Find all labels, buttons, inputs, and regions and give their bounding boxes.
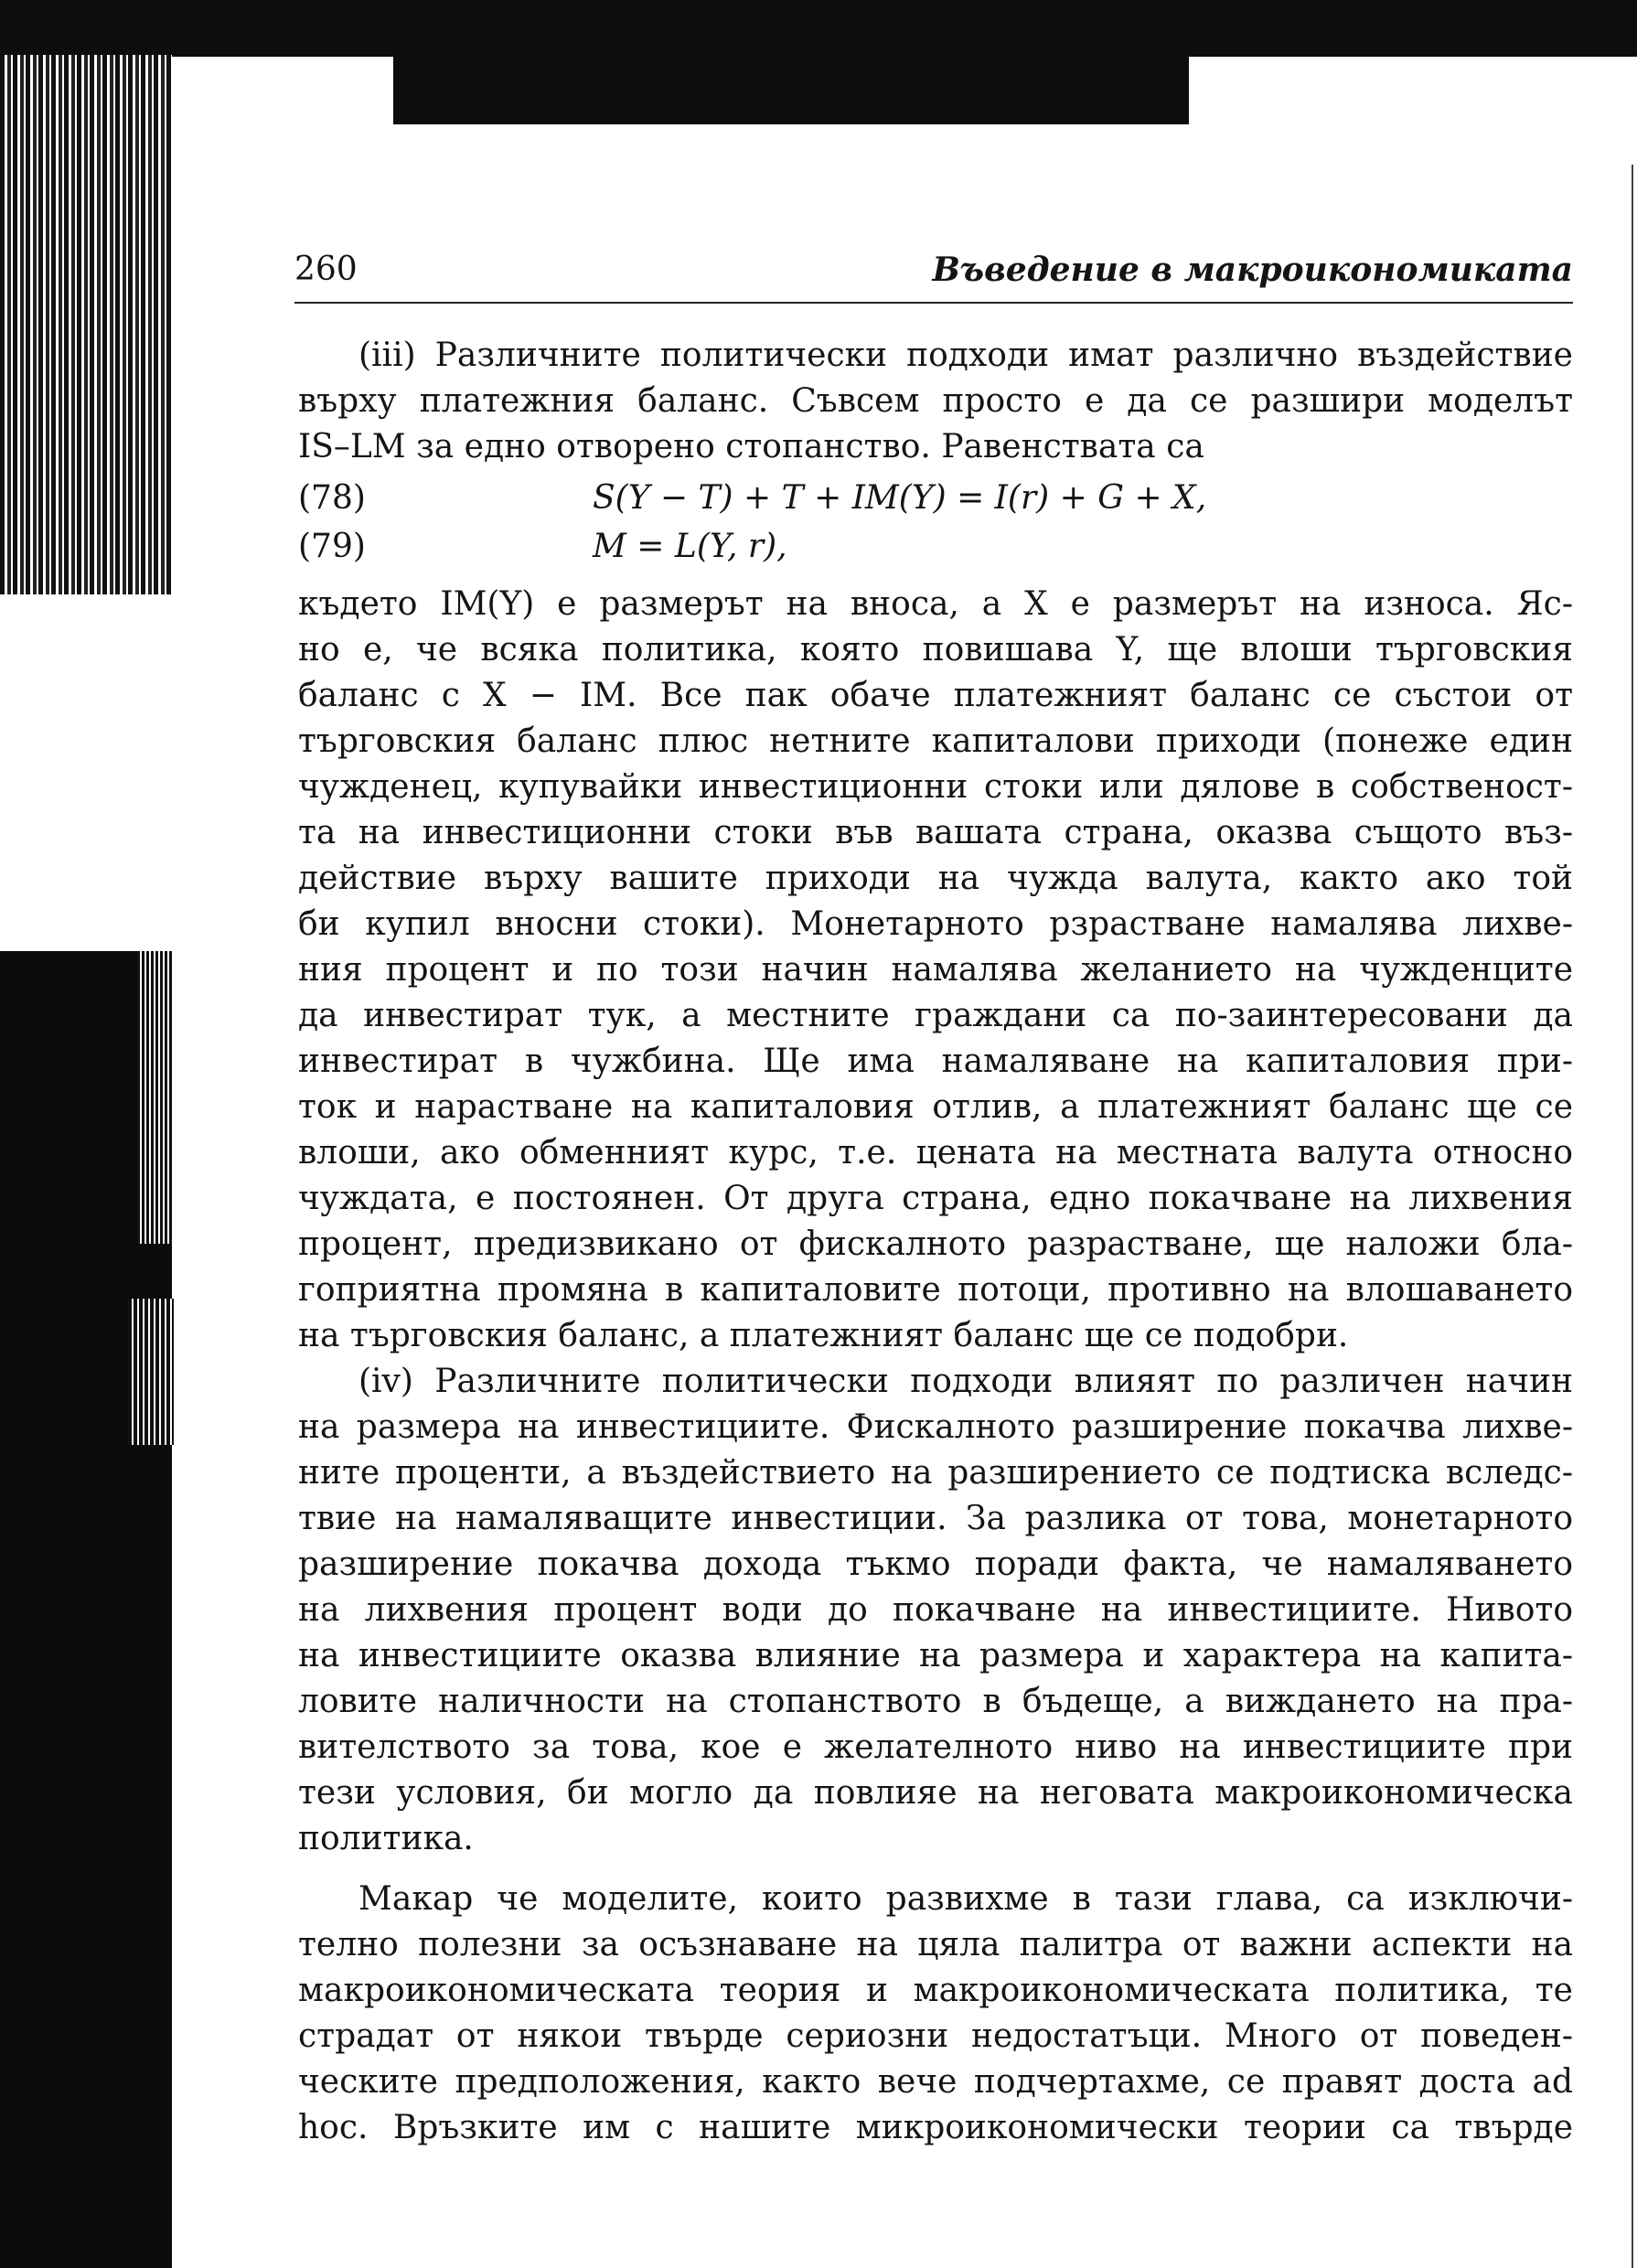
text-line: Макар че моделите, които развихме в тази глава, са изключи-: [358, 1880, 1573, 1918]
text-line: тези условия, би могло да повлияе на неговата макроикономическа: [298, 1774, 1573, 1812]
text-line: баланс с X − IM. Все пак обаче платежният баланс се състои от: [298, 677, 1573, 714]
equation-body: S(Y − T) + T + IM(Y) = I(r) + G + X,: [593, 479, 1207, 517]
text-line: та на инвестиционни стоки във вашата страна, оказва същото въз-: [298, 814, 1573, 851]
text-line: ловите наличности на стопанството в бъдеще, а виждането на пра-: [298, 1683, 1573, 1720]
text-line: върху платежния баланс. Съвсем просто е да се разшири моделът: [298, 382, 1573, 420]
text-line: политика.: [298, 1820, 474, 1857]
text-line: търговския баланс плюс нетните капиталови приходи (понеже един: [298, 722, 1573, 760]
text-column: [298, 333, 1573, 2151]
paragraph-iii: [298, 333, 1573, 470]
text-line: на инвестициите оказва влияние на размера и характера на капита-: [298, 1637, 1573, 1674]
paragraph-trade-balance: [298, 582, 1573, 1359]
text-line: разширение покачва дохода тъкмо поради факта, че намаляването: [298, 1546, 1573, 1583]
text-line: на лихвения процент води до покачване на инвестициите. Нивото: [298, 1591, 1573, 1629]
equation-number: (78): [298, 479, 366, 517]
text-line: би купил вносни стоки). Монетарното рзрастване намалява лихве-: [298, 905, 1573, 943]
scan-top-notch: [393, 55, 1189, 124]
text-line: ния процент и по този начин намалява желанието на чужденците: [298, 951, 1573, 989]
equation-number: (79): [298, 528, 366, 565]
text-line: процент, предизвикано от фискалното разрастване, ще наложи бла-: [298, 1225, 1573, 1263]
text-line: ните проценти, а въздействието на разширението се подтиска вследс-: [298, 1454, 1573, 1492]
paragraph-conclusion: [298, 1877, 1573, 2151]
text-line: телно полезни за осъзнаване на цяла палитра от важни аспекти на: [298, 1926, 1573, 1963]
book-title: Въведение в макроикономиката: [932, 251, 1573, 289]
text-line: ток и нарастване на капиталовия отлив, а платежният баланс ще се: [298, 1088, 1573, 1126]
text-line: на търговския баланс, а платежният баланс ще се подобри.: [298, 1317, 1349, 1354]
running-head: [294, 247, 1573, 304]
text-line: чуждата, е постоянен. От друга страна, едно покачване на лихвения: [298, 1180, 1573, 1217]
text-line: но е, че всяка политика, която повишава Y, ще влоши търговския: [298, 631, 1573, 669]
text-line: IS–LM за едно отворено стопанство. Равенствата са: [298, 428, 1204, 465]
page-number: 260: [294, 251, 358, 288]
text-line: hoc. Връзките им с нашите микроикономически теории са твърде: [298, 2109, 1573, 2146]
equation-78: [298, 476, 1573, 524]
equation-79: [298, 524, 1573, 572]
text-line: влоши, ако обменният курс, т.е. цената на местната валута относно: [298, 1134, 1573, 1171]
scan-right-edge: [1632, 165, 1633, 2268]
text-line: на размера на инвестициите. Фискалното разширение покачва лихве-: [298, 1408, 1573, 1446]
scan-left-edge-streaks: [137, 951, 174, 1244]
text-line: действие върху вашите приходи на чужда валута, както ако той: [298, 860, 1573, 897]
scan-top-border: [0, 0, 1637, 57]
scan-left-edge-upper: [0, 55, 172, 594]
text-line: макроикономическата теория и макроикономическата политика, те: [298, 1972, 1573, 2009]
paragraph-iv: [298, 1359, 1573, 1862]
text-line: гоприятна промяна в капиталовите потоци, противно на влошаването: [298, 1271, 1573, 1309]
text-line: страдат от някои твърде сериозни недостатъци. Много от поведен-: [298, 2017, 1573, 2055]
equation-body: M = L(Y, r),: [593, 528, 787, 565]
text-line: инвестират в чужбина. Ще има намаляване на капиталовия при-: [298, 1043, 1573, 1080]
text-line: чужденец, купувайки инвестиционни стоки или дялове в собственост-: [298, 768, 1573, 806]
text-line: (iv) Различните политически подходи влияят по различен начин: [358, 1363, 1573, 1400]
paragraph-gap: [298, 1862, 1573, 1877]
scan-left-edge-streaks-2: [128, 1299, 174, 1445]
text-line: да инвестират тук, а местните граждани са по-заинтересовани да: [298, 997, 1573, 1034]
text-line: вителството за това, кое е желателното ниво на инвестициите при: [298, 1728, 1573, 1766]
text-line: ческите предположения, както вече подчертахме, се правят доста ad: [298, 2063, 1573, 2101]
text-line: където IM(Y) е размерът на вноса, а X е размерът на износа. Яс-: [298, 585, 1573, 623]
text-line: (iii) Различните политически подходи имат различно въздействие: [358, 337, 1573, 374]
text-line: твие на намаляващите инвестиции. За разлика от това, монетарното: [298, 1500, 1573, 1537]
equation-block: [298, 476, 1573, 572]
